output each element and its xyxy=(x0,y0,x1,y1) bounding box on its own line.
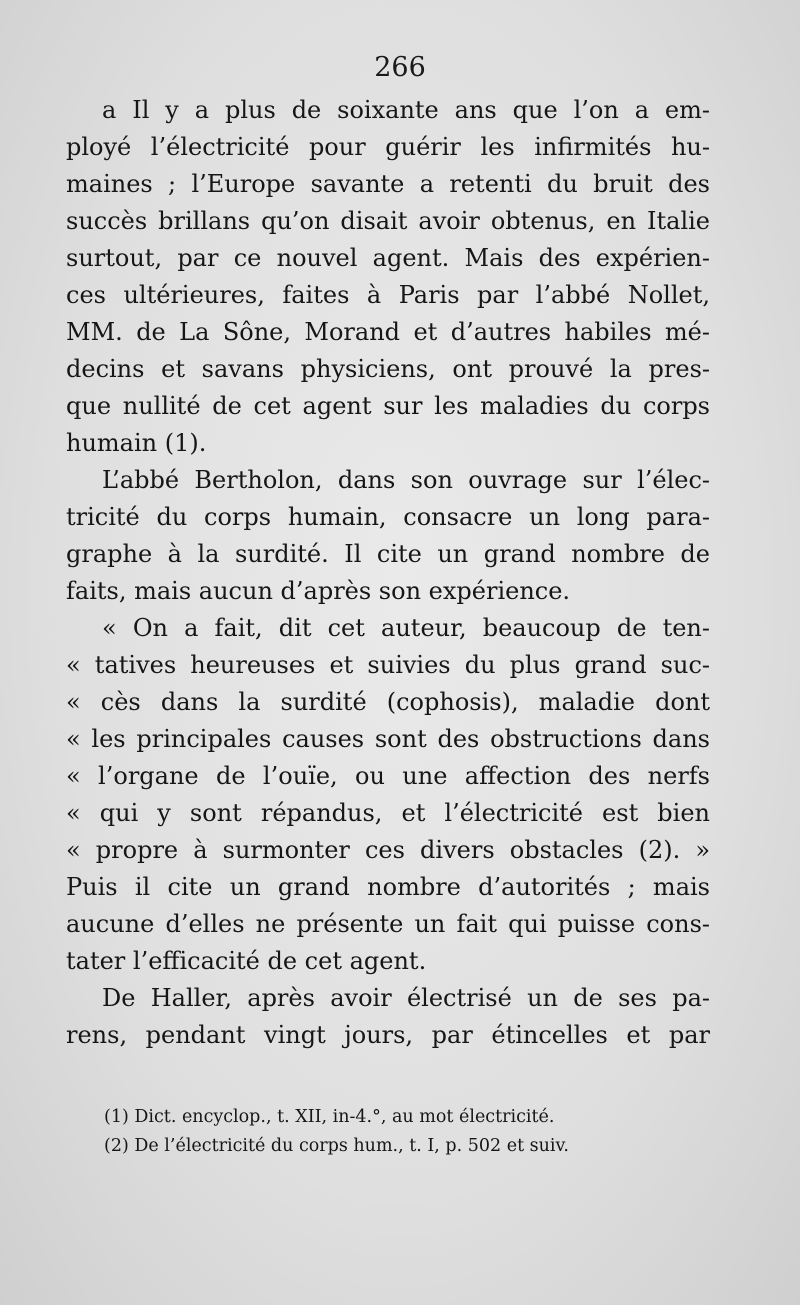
footnotes xyxy=(104,1103,720,1161)
text-line: surtout, par ce nouvel agent. Mais des expérien- xyxy=(66,244,710,272)
text-line: succès brillans qu’on disait avoir obtenus, en Italie xyxy=(66,207,710,235)
text-line: decins et savans physiciens, ont prouvé la pres- xyxy=(66,355,710,383)
paragraph-2 xyxy=(66,462,710,610)
text-line: « On a fait, dit cet auteur, beaucoup de ten- xyxy=(102,614,710,642)
text-line: ployé l’électricité pour guérir les infirmités hu- xyxy=(66,133,710,161)
text-line: « cès dans la surdité (cophosis), maladie dont xyxy=(66,688,710,716)
text-line: rens, pendant vingt jours, par étincelles et par xyxy=(66,1021,710,1049)
text-line: L’abbé Bertholon, dans son ouvrage sur l’élec- xyxy=(102,466,710,494)
paragraph-4 xyxy=(66,980,710,1054)
text-line: tater l’efficacité de cet agent. xyxy=(66,947,427,975)
text-line: « tatives heureuses et suivies du plus grand suc- xyxy=(66,651,710,679)
text-line: Puis il cite un grand nombre d’autorités ; mais xyxy=(66,873,710,901)
text-line: graphe à la surdité. Il cite un grand nombre de xyxy=(66,540,710,568)
text-line: maines ; l’Europe savante a retenti du bruit des xyxy=(66,170,710,198)
text-line: ces ultérieures, faites à Paris par l’abbé Nollet, xyxy=(66,281,710,309)
text-line: humain (1). xyxy=(66,429,207,457)
text-line: « l’organe de l’ouïe, ou une affection des nerfs xyxy=(66,762,710,790)
text-line: aucune d’elles ne présente un fait qui puisse cons- xyxy=(66,910,710,938)
text-line: faits, mais aucun d’après son expérience. xyxy=(66,577,571,605)
text-line: a Il y a plus de soixante ans que l’on a em- xyxy=(102,96,710,124)
footnote-1: (1) Dict. encyclop., t. XII, in-4.°, au mot électricité. xyxy=(104,1107,555,1127)
text-line: De Haller, après avoir électrisé un de ses pa- xyxy=(102,984,710,1012)
paragraph-1 xyxy=(66,92,710,462)
footnote-2: (2) De l’électricité du corps hum., t. I, p. 502 et suiv. xyxy=(104,1136,569,1156)
paragraph-3 xyxy=(66,610,710,980)
text-line: « propre à surmonter ces divers obstacles (2). » xyxy=(66,836,710,864)
body-text xyxy=(66,92,710,1054)
text-line: « qui y sont répandus, et l’électricité est bien xyxy=(66,799,710,827)
text-line: « les principales causes sont des obstructions dans xyxy=(66,725,710,753)
page-number: 266 xyxy=(374,52,426,83)
text-line: MM. de La Sône, Morand et d’autres habiles mé- xyxy=(66,318,710,346)
text-line: tricité du corps humain, consacre un long para- xyxy=(66,503,710,531)
text-line: que nullité de cet agent sur les maladies du corps xyxy=(66,392,710,420)
